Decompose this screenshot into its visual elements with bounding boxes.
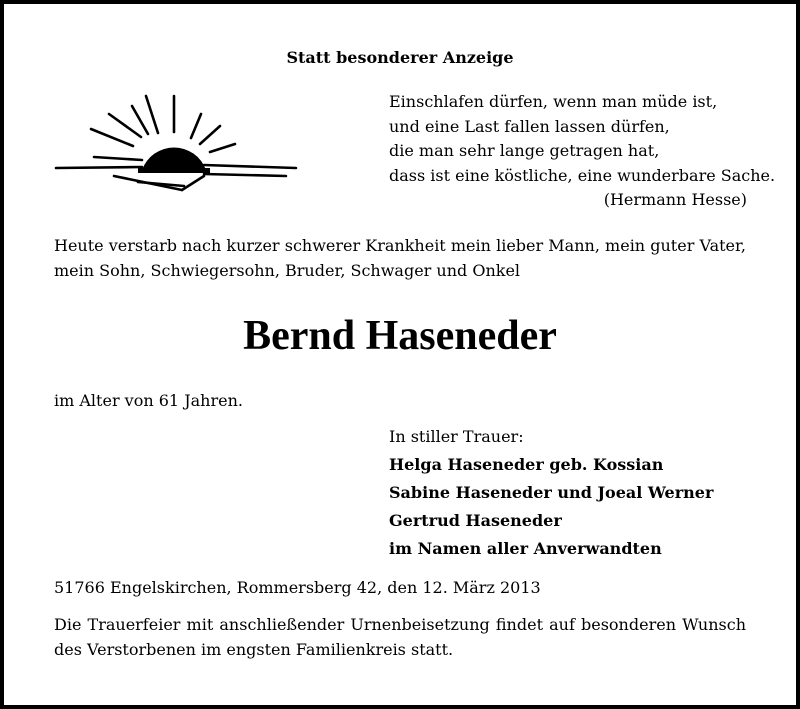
mourner-name: Helga Haseneder geb. Kossian (389, 455, 664, 474)
mourners-block (389, 423, 713, 563)
poem (389, 90, 776, 213)
age-text: im Alter von 61 Jahren. (54, 391, 243, 410)
mourner-name: Gertrud Haseneder (389, 511, 562, 530)
sunset-icon (54, 92, 299, 202)
funeral-note: Die Trauerfeier mit anschließender Urnenbeisetzung findet auf besonderen Wunsch des Verstorbenen im engsten Familienkreis statt. (54, 615, 746, 659)
poem-author: (Hermann Hesse) (603, 190, 747, 209)
poem-line: dass ist eine köstliche, eine wunderbare Sache. (389, 165, 776, 185)
mourners-label: In stiller Trauer: (389, 427, 524, 446)
poem-line: die man sehr lange getragen hat, (389, 141, 660, 160)
intro-text: Heute verstarb nach kurzer schwerer Krankheit mein lieber Mann, mein guter Vater, mein Sohn, Schwiegersohn, Bruder, Schwager und Onkel (54, 236, 746, 280)
deceased-name: Bernd Haseneder (243, 313, 557, 359)
mourner-name: Sabine Haseneder und Joeal Werner (389, 483, 714, 502)
notice-heading: Statt besonderer Anzeige (286, 48, 514, 67)
poem-line: Einschlafen dürfen, wenn man müde ist, (389, 92, 718, 111)
poem-line: und eine Last fallen lassen dürfen, (389, 116, 670, 136)
mourner-name: im Namen aller Anverwandten (389, 539, 662, 558)
place-date: 51766 Engelskirchen, Rommersberg 42, den 12. März 2013 (54, 578, 541, 597)
